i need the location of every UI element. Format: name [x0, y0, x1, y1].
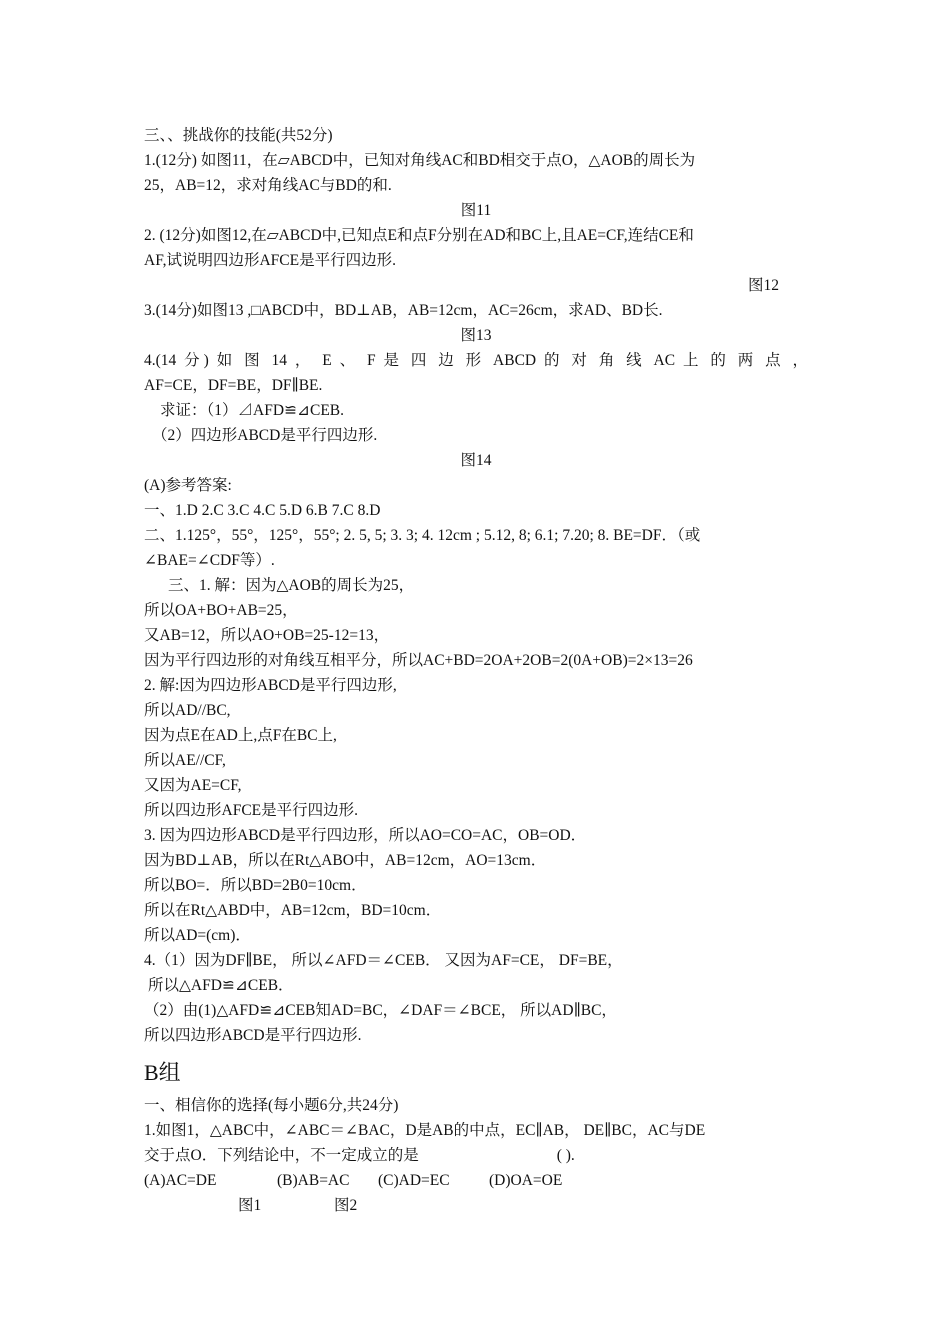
- question-2-line-1: 2. (12分)如图12,在▱ABCD中,已知点E和点F分别在AD和BC上,且AE=CF,连结CE和: [144, 227, 694, 244]
- choice-a: (A)AC=DE: [144, 1172, 217, 1189]
- choice-d: (D)OA=OE: [489, 1172, 563, 1189]
- answer-2-line-6: 所以四边形AFCE是平行四边形.: [144, 802, 358, 819]
- answer-3-line-3: 所以BO=．所以BD=2B0=10cm．: [144, 877, 367, 894]
- figure-1-caption: 图1: [238, 1197, 262, 1214]
- question-4-line-3: 求证：（1）⊿AFD≌⊿CEB.: [160, 402, 345, 419]
- group-b-question-1-line-2: [144, 1143, 808, 1168]
- answer-2-line-2: 所以AD//BC,: [144, 702, 231, 719]
- choice-c: (C)AD=EC: [378, 1172, 450, 1189]
- section-3-title: 三、、挑战你的技能(共52分): [144, 127, 333, 144]
- group-b-question-1-line-1: 1.如图1，△ABC中，∠ABC＝∠BAC，D是AB的中点，EC∥AB， DE∥BC，AC与DE: [144, 1122, 706, 1139]
- choice-b: (B)AB=AC: [277, 1172, 350, 1189]
- document-content: [144, 123, 808, 1218]
- answer-3-line-4: 所以在Rt△ABD中，AB=12cm，BD=10cm．: [144, 902, 442, 919]
- question-2-line-2: AF,试说明四边形AFCE是平行四边形.: [144, 252, 396, 269]
- answers-part-2-line-2: ∠BAE=∠CDF等）.: [144, 552, 275, 569]
- answer-2-line-3: 因为点E在AD上,点F在BC上,: [144, 727, 337, 744]
- group-b-part-1-title: 一、相信你的选择(每小题6分,共24分): [144, 1097, 399, 1114]
- question-3-line-1: 3.(14分)如图13 ,□ABCD中，BD⊥AB，AB=12cm，AC=26cm，求AD、BD长.: [144, 302, 663, 319]
- question-1-line-1: 1.(12分) 如图11，在▱ABCD中，已知对角线AC和BD相交于点O，△AOB的周长为: [144, 152, 696, 169]
- answer-1-line-3: 又AB=12，所以AO+OB=25-12=13，: [144, 627, 390, 644]
- figure-12-caption: 图12: [748, 277, 780, 294]
- answer-3-line-1: 3. 因为四边形ABCD是平行四边形，所以AO=CO=AC，OB=OD．: [144, 827, 587, 844]
- answer-4-line-4: 所以四边形ABCD是平行四边形.: [144, 1027, 362, 1044]
- group-b-heading: B组: [144, 1060, 181, 1085]
- question-4-line-2: AF=CE，DF=BE，DF∥BE.: [144, 377, 323, 394]
- figure-13-caption: 图13: [460, 327, 492, 344]
- answer-2-line-1: 2. 解:因为四边形ABCD是平行四边形,: [144, 677, 397, 694]
- figure-11-caption: 图11: [460, 202, 492, 219]
- answer-3-line-2: 因为BD⊥AB，所以在Rt△ABO中，AB=12cm，AO=13cm．: [144, 852, 547, 869]
- answer-4-line-3: （2）由(1)△AFD≌⊿CEB知AD=BC，∠DAF＝∠BCE， 所以AD∥BC，: [144, 1002, 617, 1019]
- answers-title: (A)参考答案:: [144, 477, 232, 494]
- answer-1-line-4: 因为平行四边形的对角线互相平分，所以AC+BD=2OA+2OB=2(0A+OB)=2×13=26: [144, 652, 693, 669]
- answers-part-1: 一、1.D 2.C 3.C 4.C 5.D 6.B 7.C 8.D: [144, 502, 381, 519]
- answer-4-line-1: 4.（1）因为DF∥BE， 所以∠AFD＝∠CEB． 又因为AF=CE， DF=BE，: [144, 952, 623, 969]
- figure-14-caption: 图14: [460, 452, 492, 469]
- answer-choices: [144, 1168, 808, 1193]
- question-4-line-4: （2）四边形ABCD是平行四边形.: [152, 427, 378, 444]
- answer-1-line-1: 三、1. 解：因为△AOB的周长为25，: [168, 577, 415, 594]
- answer-2-line-4: 所以AE//CF,: [144, 752, 226, 769]
- figure-captions: [144, 1193, 808, 1218]
- group-b-question-1-text: 交于点O．下列结论中，不一定成立的是: [144, 1147, 419, 1164]
- question-4-line-1: 4.(14 分) 如 图 14 ， E 、 F 是 四 边 形 ABCD 的 对 角 线 AC 上 的 两 点 ，: [144, 352, 808, 369]
- answer-blank: ( ).: [556, 1147, 575, 1164]
- figure-2-caption: 图2: [334, 1197, 358, 1214]
- answer-2-line-5: 又因为AE=CF,: [144, 777, 242, 794]
- question-1-line-2: 25，AB=12，求对角线AC与BD的和.: [144, 177, 392, 194]
- answer-3-line-5: 所以AD=(cm)．: [144, 927, 251, 944]
- answer-1-line-2: 所以OA+BO+AB=25，: [144, 602, 298, 619]
- answers-part-2-line-1: 二、1.125°，55°，125°，55°; 2. 5, 5; 3. 3; 4. 12cm ; 5.12, 8; 6.1; 7.20; 8. BE=DF．（或: [144, 527, 701, 544]
- answer-4-line-2: 所以△AFD≌⊿CEB．: [148, 977, 294, 994]
